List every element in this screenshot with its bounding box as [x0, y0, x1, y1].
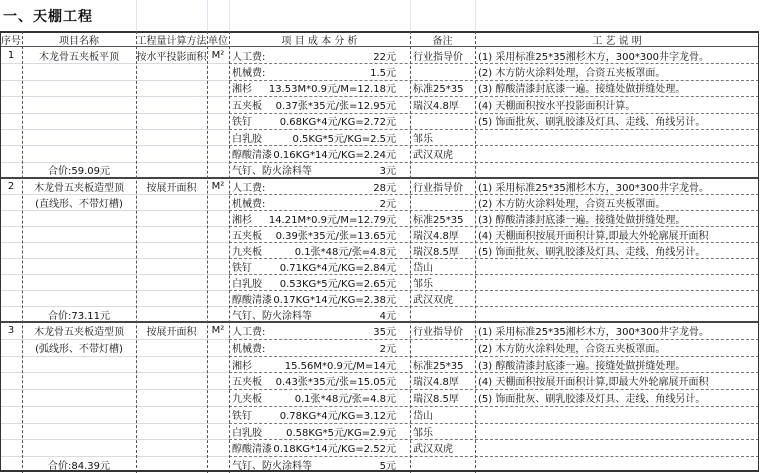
cost-label: 湘杉: [232, 214, 252, 226]
remark[interactable]: 岱山: [413, 262, 433, 274]
process-note[interactable]: (2) 木方防火涂料处理，合资五夹板罩面。: [478, 68, 666, 80]
cost-label: 白乳胶: [232, 133, 262, 145]
row-gridline: [0, 96, 229, 97]
cost-label: 机械费:: [232, 68, 266, 80]
cost-label: 气钉、防火涂料等: [232, 310, 312, 322]
remark[interactable]: 邹乐: [413, 133, 433, 145]
cost-value: 22元: [373, 51, 396, 63]
cost-label: 白乳胶: [232, 278, 262, 290]
row-gridline: [0, 439, 229, 440]
remark[interactable]: 邹乐: [413, 278, 433, 290]
cost-value: 0.1张*48元/张=4.8元: [294, 394, 396, 406]
cost-item[interactable]: [229, 194, 410, 210]
cost-value: 15.56M*0.9元/M=14元: [284, 360, 396, 372]
cost-label: 机械费:: [232, 198, 266, 210]
cost-label: 机械费:: [232, 343, 266, 355]
row-gridline: [0, 274, 229, 275]
remark[interactable]: 标准25*35: [413, 214, 464, 226]
row-gridline: [0, 372, 229, 373]
cost-label: 九夹板: [232, 394, 262, 406]
item-total: 合价:59.09元: [48, 166, 110, 178]
remark[interactable]: 标准25*35: [413, 360, 464, 372]
column-divider: [22, 31, 23, 473]
remark[interactable]: 武汉双虎: [413, 444, 453, 456]
remark[interactable]: 瑞汉8.5厚: [413, 246, 459, 258]
remark[interactable]: 行业指导价: [413, 51, 463, 63]
process-note-empty[interactable]: [475, 290, 759, 306]
header-name: 项目名称: [22, 31, 136, 47]
process-note-empty[interactable]: [475, 258, 759, 274]
process-note[interactable]: (4) 天棚面积按展开面积计算,即最大外轮廓展开面积: [478, 230, 709, 242]
item-name: 木龙骨五夹板造型顶: [34, 327, 124, 339]
process-note-empty[interactable]: [475, 306, 759, 322]
process-note-empty[interactable]: [475, 456, 759, 473]
process-note[interactable]: (5) 饰面批灰、刷乳胶漆及灯具、走线、角线另计。: [478, 246, 706, 258]
remark[interactable]: [410, 306, 475, 322]
cost-item[interactable]: [229, 63, 410, 79]
row-gridline: [0, 145, 229, 146]
process-note[interactable]: (3) 醇酸清漆封底漆一遍。接缝处做拼缝处理。: [478, 360, 686, 372]
row-gridline: [0, 242, 229, 243]
cost-value: 0.18KG*14元/KG=2.52元: [273, 444, 396, 456]
item-name: 木龙骨五夹板造型顶: [34, 182, 124, 194]
cost-label: 五夹板: [232, 377, 262, 389]
process-note[interactable]: (3) 醇酸清漆封底漆一遍。接缝处做拼缝处理。: [478, 84, 686, 96]
cost-item[interactable]: [229, 456, 410, 473]
remark[interactable]: 瑞汉4.8厚: [413, 230, 459, 242]
cost-label: 人工费:: [232, 327, 266, 339]
cost-value: 0.78KG*4元/KG=3.12元: [279, 410, 396, 422]
process-note-empty[interactable]: [475, 274, 759, 290]
item-name: (弧线形、不带灯槽): [35, 343, 123, 355]
row-gridline: [0, 406, 229, 407]
remark[interactable]: 瑞汉4.8厚: [413, 377, 459, 389]
header-method: 工程量计算方法: [136, 31, 207, 47]
process-note-empty[interactable]: [475, 129, 759, 145]
cost-label: 白乳胶: [232, 427, 262, 439]
cost-item[interactable]: [229, 178, 410, 194]
process-note[interactable]: (1) 采用标准25*35湘杉木方，300*300井字龙骨。: [478, 327, 709, 339]
cost-value: 4元: [379, 310, 396, 322]
cost-item[interactable]: [229, 356, 410, 373]
process-note[interactable]: (5) 饰面批灰、刷乳胶漆及灯具、走线、角线另计。: [478, 394, 706, 406]
column-divider: [229, 31, 230, 473]
cost-item[interactable]: [229, 290, 410, 306]
cost-item[interactable]: [229, 406, 410, 423]
cost-value: 0.68KG*4元/KG=2.72元: [279, 117, 396, 129]
cost-value: 0.5KG*5元/KG=2.5元: [292, 133, 396, 145]
row-gridline: [0, 113, 229, 114]
column-divider: [136, 31, 137, 473]
row-gridline: [0, 356, 229, 357]
row-gridline: [0, 80, 229, 81]
cost-item[interactable]: [229, 210, 410, 226]
item-number: 3: [7, 325, 15, 337]
header-cost: 项 目 成 本 分 析: [229, 31, 410, 47]
cost-value: 35元: [373, 327, 396, 339]
cost-value: 0.39张*35元/张=13.65元: [275, 230, 396, 242]
cost-value: 0.43张*35元/张=15.05元: [275, 377, 396, 389]
cost-label: 湘杉: [232, 360, 252, 372]
cost-item[interactable]: [229, 439, 410, 456]
remark[interactable]: [410, 113, 475, 129]
cost-item[interactable]: [229, 372, 410, 389]
remark[interactable]: [410, 162, 475, 178]
cost-value: 2元: [379, 343, 396, 355]
remark[interactable]: 武汉双虎: [413, 150, 453, 162]
cost-item[interactable]: [229, 145, 410, 161]
process-note[interactable]: (3) 醇酸清漆封底漆一遍。接缝处做拼缝处理。: [478, 214, 686, 226]
cost-label: 铁钉: [232, 410, 252, 422]
cost-item[interactable]: [229, 96, 410, 112]
cost-item[interactable]: [229, 226, 410, 242]
cost-value: 5元: [379, 461, 396, 473]
cost-value: 1.5元: [370, 68, 396, 80]
item-unit: M²: [211, 325, 225, 337]
remark[interactable]: 标准25*35: [413, 84, 464, 96]
item-unit: M²: [211, 180, 225, 192]
cost-label: 醇酸清漆: [232, 444, 272, 456]
item-name: [22, 63, 136, 79]
process-note[interactable]: (2) 木方防火涂料处理，合资五夹板罩面。: [478, 343, 666, 355]
cost-value: 0.17KG*14元/KG=2.38元: [273, 294, 396, 306]
process-note[interactable]: (4) 天棚面积按水平投影面积计算。: [478, 100, 636, 112]
item-name: 木龙骨五夹板平顶: [39, 51, 119, 63]
process-note-empty[interactable]: [475, 145, 759, 161]
remark[interactable]: 瑞汉4.8厚: [413, 100, 459, 112]
cost-label: 五夹板: [232, 100, 262, 112]
cost-value: 28元: [373, 182, 396, 194]
header-unit: 单位: [207, 31, 229, 47]
cost-item[interactable]: [229, 47, 410, 63]
row-gridline: [0, 210, 229, 211]
remark[interactable]: 行业指导价: [413, 327, 463, 339]
cost-value: 0.1张*48元/张=4.8元: [294, 246, 396, 258]
remark[interactable]: 瑞汉8.5厚: [413, 394, 459, 406]
column-divider: [410, 31, 411, 473]
cost-item[interactable]: [229, 389, 410, 406]
cost-item[interactable]: [229, 322, 410, 339]
cost-value: 0.37张*35元/张=12.95元: [275, 100, 396, 112]
cost-item[interactable]: [229, 306, 410, 322]
cost-label: 湘杉: [232, 84, 252, 96]
remark[interactable]: 行业指导价: [413, 182, 463, 194]
process-note[interactable]: (5) 饰面批灰、刷乳胶漆及灯具、走线、角线另计。: [478, 117, 706, 129]
row-gridline: [0, 226, 229, 227]
calc-method: 按展开面积: [146, 327, 197, 339]
cost-label: 人工费:: [232, 182, 266, 194]
cost-item[interactable]: [229, 129, 410, 145]
header-process: 工 艺 说 明: [475, 31, 759, 47]
cost-value: 0.53KG*5元/KG=2.65元: [279, 278, 396, 290]
cost-item[interactable]: [229, 339, 410, 356]
cost-label: 人工费:: [232, 51, 266, 63]
item-unit: M²: [211, 49, 225, 61]
row-gridline: [0, 423, 229, 424]
cost-item[interactable]: [229, 274, 410, 290]
column-divider: [475, 31, 476, 473]
process-note[interactable]: (2) 木方防火涂料处理，合资五夹板罩面。: [478, 198, 666, 210]
cost-item[interactable]: [229, 258, 410, 274]
remark[interactable]: [410, 63, 475, 79]
cost-item[interactable]: [229, 113, 410, 129]
item-number: 2: [7, 180, 15, 192]
row-gridline: [0, 258, 229, 259]
process-note[interactable]: (4) 天棚面积按展开面积计算,即最大外轮廓展开面积: [478, 377, 709, 389]
cost-label: 醇酸清漆: [232, 294, 272, 306]
cost-label: 醇酸清漆: [232, 150, 272, 162]
remark[interactable]: 邹乐: [413, 427, 433, 439]
cost-label: 九夹板: [232, 246, 262, 258]
cost-value: 0.71KG*4元/KG=2.84元: [279, 262, 396, 274]
calc-method: 按展开面积: [146, 182, 197, 194]
item-total: 合价:84.39元: [48, 461, 110, 473]
process-note[interactable]: (1) 采用标准25*35湘杉木方，300*300井字龙骨。: [478, 51, 709, 63]
process-note[interactable]: (1) 采用标准25*35湘杉木方，300*300井字龙骨。: [478, 182, 709, 194]
cost-value: 14.21M*0.9元/M=12.79元: [268, 214, 396, 226]
cost-value: 3元: [379, 166, 396, 178]
remark[interactable]: 武汉双虎: [413, 294, 453, 306]
process-note-empty[interactable]: [475, 406, 759, 423]
cost-label: 铁钉: [232, 117, 252, 129]
process-note-empty[interactable]: [475, 439, 759, 456]
header-no: 序号: [0, 31, 22, 47]
item-total: 合价:73.11元: [48, 310, 110, 322]
calc-method: 按水平投影面积: [136, 51, 207, 63]
section-title: 一、天棚工程: [3, 9, 93, 25]
cost-value: 13.53M*0.9元/M=12.18元: [268, 84, 396, 96]
cost-item[interactable]: [229, 80, 410, 96]
process-note-empty[interactable]: [475, 423, 759, 440]
remark[interactable]: [410, 339, 475, 356]
cost-value: 2元: [379, 198, 396, 210]
column-divider: [207, 31, 208, 473]
row-gridline: [0, 290, 229, 291]
row-gridline: [0, 389, 229, 390]
cost-label: 气钉、防火涂料等: [232, 166, 312, 178]
row-gridline: [0, 129, 229, 130]
cost-label: 气钉、防火涂料等: [232, 461, 312, 473]
cost-value: 0.58KG*5元/KG=2.9元: [286, 427, 396, 439]
cost-item[interactable]: [229, 162, 410, 178]
cost-label: 铁钉: [232, 262, 252, 274]
item-number: 1: [7, 49, 15, 61]
header-remark: 备注: [410, 31, 475, 47]
remark[interactable]: [410, 194, 475, 210]
remark[interactable]: 岱山: [413, 410, 433, 422]
cost-item[interactable]: [229, 242, 410, 258]
item-name: (直线形、不带灯槽): [35, 198, 123, 210]
cost-label: 五夹板: [232, 230, 262, 242]
cost-item[interactable]: [229, 423, 410, 440]
cost-value: 0.16KG*14元/KG=2.24元: [273, 150, 396, 162]
process-note-empty[interactable]: [475, 162, 759, 178]
remark[interactable]: [410, 456, 475, 473]
